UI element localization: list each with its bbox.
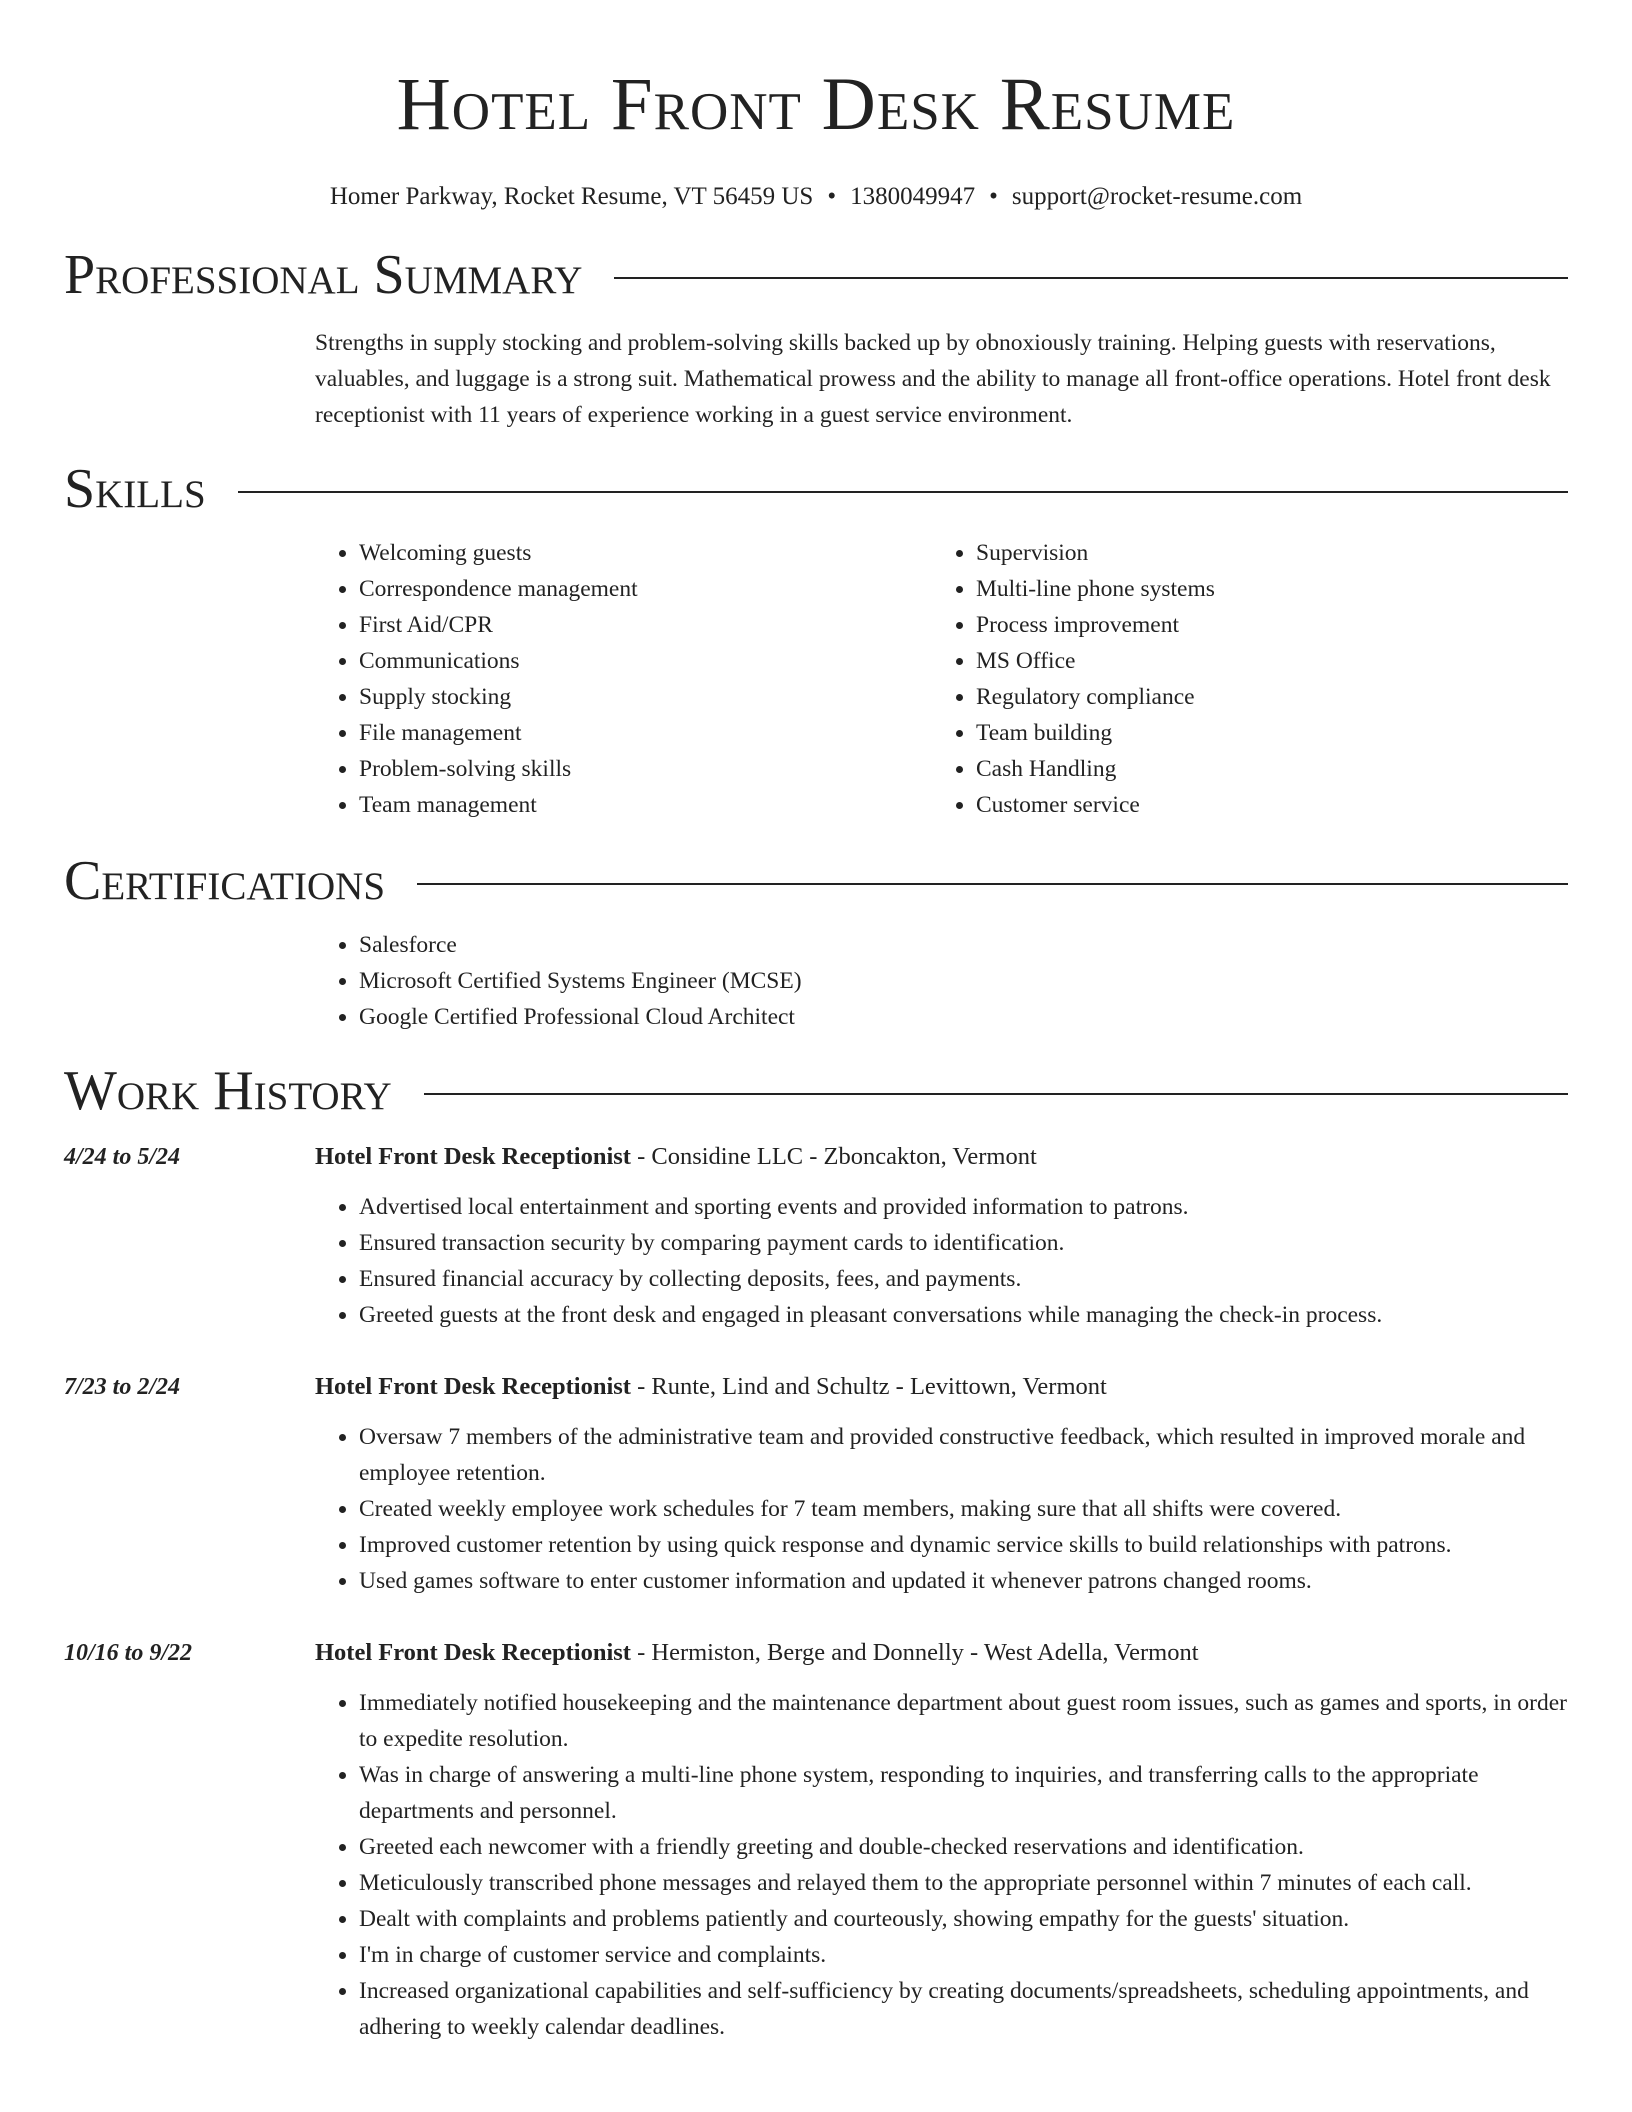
job-bullet: • Meticulously transcribed phone messages and relayed them to the appropriate personnel within 7 minutes of each call. [359, 1865, 1568, 1901]
skill-item: • Customer service [976, 787, 1549, 823]
job-bullet: • Immediately notified housekeeping and the maintenance department about guest room issues, such as games and sports, in order to expedite resolution. [359, 1685, 1568, 1757]
skill-item: • Team management [359, 787, 932, 823]
job-bullet: • Greeted each newcomer with a friendly greeting and double-checked reservations and identification. [359, 1829, 1568, 1865]
job-employer: - Considine LLC - Zboncakton, Vermont [630, 1143, 1037, 1170]
job-employer: - Runte, Lind and Schultz - Levittown, Vermont [630, 1373, 1107, 1400]
skill-item: • First Aid/CPR [359, 607, 932, 643]
skill-item: • Supervision [976, 535, 1549, 571]
job-bullet: • Improved customer retention by using quick response and dynamic service skills to build relationships with patrons. [359, 1527, 1568, 1563]
job-role: Hotel Front Desk Receptionist [315, 1639, 631, 1666]
job-bullet: • Greeted guests at the front desk and engaged in pleasant conversations while managing the check-in process. [359, 1297, 1568, 1333]
job-dates: 10/16 to 9/22 [64, 1640, 193, 1666]
skill-item: • Communications [359, 643, 932, 679]
skills-heading: Skills [64, 458, 206, 520]
job-bullets [315, 1685, 1568, 2045]
job-bullet: • Ensured transaction security by comparing payment cards to identification. [359, 1225, 1568, 1261]
section-divider [238, 491, 1568, 493]
job-employer: - Hermiston, Berge and Donnelly - West Adella, Vermont [630, 1639, 1199, 1666]
job-details [315, 1137, 1568, 1333]
resume-title: Hotel Front Desk Resume [396, 63, 1236, 146]
job-title-line [315, 1367, 1568, 1407]
job-title-line [315, 1633, 1568, 1673]
skill-item: • Regulatory compliance [976, 679, 1549, 715]
certification-item: • Google Certified Professional Cloud Architect [359, 999, 1568, 1035]
skills-section-header [64, 457, 1568, 521]
summary-text: Strengths in supply stocking and problem-solving skills backed up by obnoxiously training. Helping guests with reservations, valuables, and luggage is a strong suit. Mathematical prowess and the ability to manage all front-office operations. Hotel front desk receptionist with 11 years of experience working in a guest service environment. [315, 330, 1551, 428]
skill-item: • File management [359, 715, 932, 751]
summary-section-header [64, 243, 1568, 307]
job-bullet: • I'm in charge of customer service and complaints. [359, 1937, 1568, 1973]
job-bullet: • Increased organizational capabilities and self-sufficiency by creating documents/spreadsheets, scheduling appointments, and adhering to weekly calendar deadlines. [359, 1973, 1568, 2045]
skill-item: • Cash Handling [976, 751, 1549, 787]
job-entry [64, 1633, 1568, 2045]
skills-list [315, 535, 1568, 823]
job-bullet: • Advertised local entertainment and sporting events and provided information to patrons. [359, 1189, 1568, 1225]
skill-item: • Multi-line phone systems [976, 571, 1549, 607]
skill-item: • Process improvement [976, 607, 1549, 643]
certifications-section-header [64, 849, 1568, 913]
job-bullet: • Ensured financial accuracy by collecting deposits, fees, and payments. [359, 1261, 1568, 1297]
summary-heading: Professional Summary [64, 244, 583, 306]
skills-column-right [932, 535, 1549, 823]
skill-item: • Supply stocking [359, 679, 932, 715]
job-dates: 4/24 to 5/24 [64, 1144, 181, 1170]
work-history-section-header [64, 1059, 1568, 1123]
skill-item: • Correspondence management [359, 571, 932, 607]
job-dates: 7/23 to 2/24 [64, 1374, 181, 1400]
section-divider [424, 1093, 1568, 1095]
job-bullet: • Created weekly employee work schedules for 7 team members, making sure that all shifts were covered. [359, 1491, 1568, 1527]
contact-separator: • [989, 183, 998, 210]
job-bullet: • Used games software to enter customer information and updated it whenever patrons changed rooms. [359, 1563, 1568, 1599]
skill-item: • Team building [976, 715, 1549, 751]
certification-item: • Salesforce [359, 927, 1568, 963]
contact-separator: • [827, 183, 837, 210]
certification-item: • Microsoft Certified Systems Engineer (MCSE) [359, 963, 1568, 999]
job-entry [64, 1137, 1568, 1333]
section-divider [417, 883, 1568, 885]
certifications-heading: Certifications [64, 850, 386, 912]
job-entry [64, 1367, 1568, 1599]
skill-item: • Problem-solving skills [359, 751, 932, 787]
skill-item: • MS Office [976, 643, 1549, 679]
job-title-line [315, 1137, 1568, 1177]
job-role: Hotel Front Desk Receptionist [315, 1373, 631, 1400]
contact-phone: 1380049947 [850, 183, 976, 210]
job-bullet: • Dealt with complaints and problems patiently and courteously, showing empathy for the guests' situation. [359, 1901, 1568, 1937]
job-bullet: • Oversaw 7 members of the administrative team and provided constructive feedback, which resulted in improved morale and employee retention. [359, 1419, 1568, 1491]
contact-address: Homer Parkway, Rocket Resume, VT 56459 US [329, 183, 814, 210]
skill-item: • Welcoming guests [359, 535, 932, 571]
job-role: Hotel Front Desk Receptionist [315, 1143, 631, 1170]
section-divider [614, 277, 1568, 279]
certifications-list [315, 927, 1568, 1035]
job-details [315, 1367, 1568, 1599]
contact-line [64, 181, 1568, 213]
contact-email: support@rocket-resume.com [1011, 183, 1303, 210]
job-details [315, 1633, 1568, 2045]
job-bullets [315, 1189, 1568, 1333]
skills-column-left [315, 535, 932, 823]
job-bullet: • Was in charge of answering a multi-line phone system, responding to inquiries, and transferring calls to the appropriate departments and personnel. [359, 1757, 1568, 1829]
job-bullets [315, 1419, 1568, 1599]
work-history-heading: Work History [64, 1060, 392, 1122]
